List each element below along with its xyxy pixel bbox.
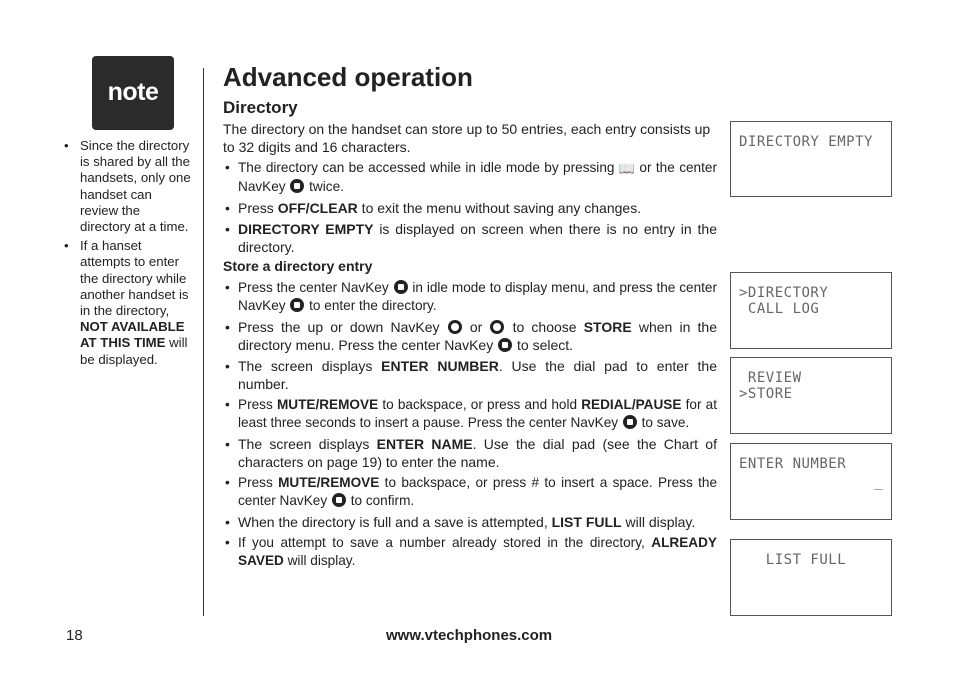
lcd-cursor: _ xyxy=(874,474,883,490)
column-divider xyxy=(203,68,204,616)
intro-paragraph: The directory on the handset can store up to 50 entries, each entry consists up to 32 digits and 16 characters. xyxy=(223,121,711,155)
directory-book-icon: 📖 xyxy=(618,161,636,176)
list-item: • The directory can be accessed while in idle mode by pressing 📖 or the center NavKey twice. xyxy=(223,159,717,196)
directory-bullets xyxy=(223,159,717,259)
sidebar-note-item: • If a hanset attempts to enter the directory while another handset is in the directory, NOT AVAILABLE AT THIS TIME will be displayed. xyxy=(60,238,192,368)
navkey-center-icon xyxy=(290,179,304,193)
lcd-screen-store: REVIEW >STORE xyxy=(730,357,892,434)
sidebar-notes xyxy=(60,138,192,371)
store-entry-bullets xyxy=(223,279,717,573)
lcd-screen-menu: >DIRECTORY CALL LOG xyxy=(730,272,892,349)
subheading: Store a directory entry xyxy=(223,258,373,274)
navkey-center-icon xyxy=(394,280,408,294)
list-item: • When the directory is full and a save is attempted, LIST FULL will display. xyxy=(223,513,717,531)
list-item: • The screen displays ENTER NAME. Use the dial pad (see the Chart of characters on page 19) to enter the name. xyxy=(223,435,717,471)
navkey-up-icon xyxy=(448,320,462,334)
list-item: • Press the up or down NavKey or to choose STORE when in the directory menu. Press the center NavKey to select. xyxy=(223,318,717,354)
lcd-screen-directory-empty: DIRECTORY EMPTY xyxy=(730,121,892,197)
navkey-center-icon xyxy=(290,298,304,312)
list-item: • Press MUTE/REMOVE to backspace, or press # to insert a space. Press the center NavKey to confirm. xyxy=(223,474,717,510)
list-item: • Press MUTE/REMOVE to backspace, or press and hold REDIAL/PAUSE for at least three seconds to insert a pause. Press the center NavKey to save. xyxy=(223,396,717,432)
page-title: Advanced operation xyxy=(223,62,473,92)
page-number: 18 xyxy=(66,627,83,644)
list-item: • If you attempt to save a number already stored in the directory, ALREADY SAVED will display. xyxy=(223,534,717,570)
footer-url: www.vtechphones.com xyxy=(386,627,553,644)
list-item: • Press the center NavKey in idle mode to display menu, and press the center NavKey to enter the directory. xyxy=(223,279,717,315)
section-heading: Directory xyxy=(223,98,298,117)
list-item: • DIRECTORY EMPTY is displayed on screen when there is no entry in the directory. xyxy=(223,220,717,256)
navkey-down-icon xyxy=(490,320,504,334)
navkey-center-icon xyxy=(332,493,346,507)
navkey-center-icon xyxy=(623,415,637,429)
lcd-screen-list-full: LIST FULL xyxy=(730,539,892,616)
sidebar-note-item: • Since the directory is shared by all the handsets, only one handset can review the directory at a time. xyxy=(60,138,192,235)
list-item: • Press OFF/CLEAR to exit the menu without saving any changes. xyxy=(223,199,717,217)
note-badge: note xyxy=(92,56,174,130)
navkey-center-icon xyxy=(498,338,512,352)
lcd-screen-enter-number: ENTER NUMBER _ xyxy=(730,443,892,520)
list-item: • The screen displays ENTER NUMBER. Use the dial pad to enter the number. xyxy=(223,357,717,393)
